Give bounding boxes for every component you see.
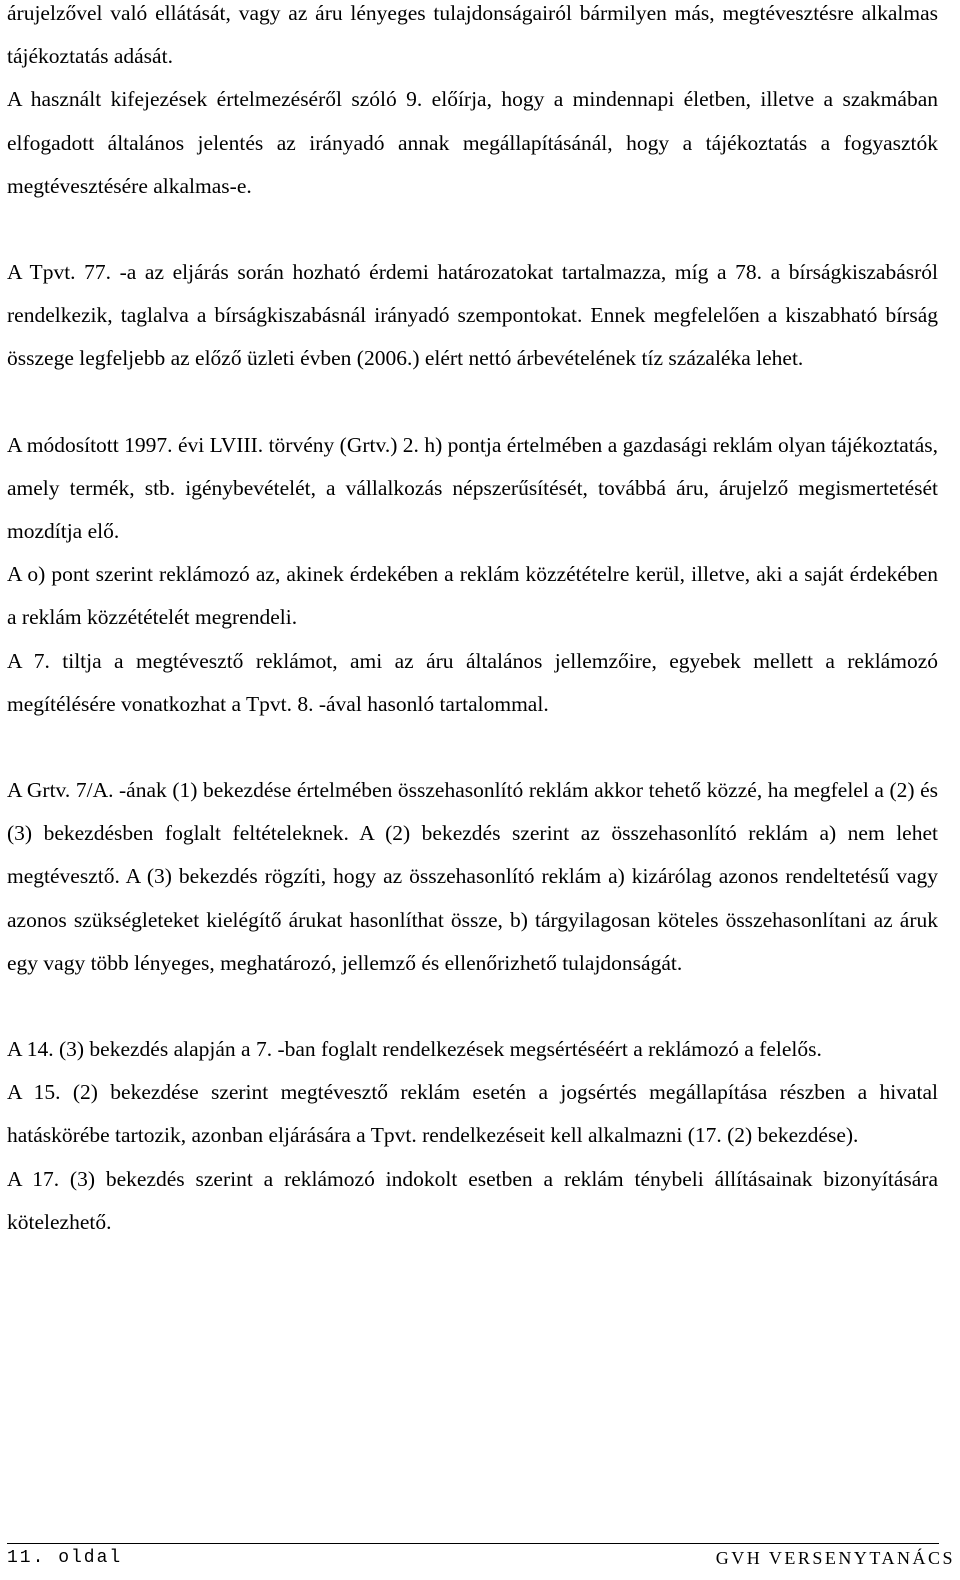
paragraph-10: A 17. (3) bekezdés szerint a reklámozó indokolt esetben a reklám ténybeli állításainak bizonyítására kötelezhető. <box>7 1166 938 1234</box>
paragraph-8: A 14. (3) bekezdés alapján a 7. -ban foglalt rendelkezések megsértéséért a reklámozó a felelős. <box>7 1037 822 1062</box>
paragraph-9: A 15. (2) bekezdése szerint megtévesztő reklám esetén a jogsértés megállapítása részben a hivatal hatáskörébe tartozik, azonban eljárására a Tpvt. rendelkezéseit kell alkalmazni (17. (2) bekezdése). <box>7 1080 938 1148</box>
publisher-name: GVH VERSENYTANÁCS <box>715 1548 955 1568</box>
paragraph-7: A Grtv. 7/A. -ának (1) bekezdése értelmében összehasonlító reklám akkor tehető közzé, ha megfelel a (2) és (3) bekezdésben foglalt feltételeknek. A (2) bekezdés szerint az összehasonlító reklám a) nem lehet megtévesztő. A (3) bekezdés rögzíti, hogy az összehasonlító reklám a) kizárólag azonos rendeltetésű vagy azonos szükségleteket kielégítő árukat hasonlíthat össze, b) tárgyilagosan köteles összehasonlítani az áruk egy vagy több lényeges, meghatározó, jellemző és ellenőrizhető tulajdonságát. <box>7 778 938 975</box>
paragraph-4: A módosított 1997. évi LVIII. törvény (Grtv.) 2. h) pontja értelmében a gazdasági reklám olyan tájékoztatás, amely termék, stb. igénybevételét, a vállalkozás népszerűsítését, továbbá áru, árujelző megismertetését mozdítja elő. <box>7 432 938 544</box>
paragraph-1: árujelzővel való ellátását, vagy az áru lényeges tulajdonságairól bármilyen más, megtévesztésre alkalmas tájékoztatás adását. <box>7 1 938 69</box>
paragraph-2: A használt kifejezések értelmezéséről szóló 9. előírja, hogy a mindennapi életben, illetve a szakmában elfogadott általános jelentés az irányadó annak megállapításánál, hogy a tájékoztatás a fogyasztók megtévesztésére alkalmas-e. <box>7 87 938 198</box>
paragraph-6: A 7. tiltja a megtévesztő reklámot, ami az áru általános jellemzőire, egyebek mellett a reklámozó megítélésére vonatkozhat a Tpvt. 8. -ával hasonló tartalommal. <box>7 648 938 716</box>
paragraph-5: A o) pont szerint reklámozó az, akinek érdekében a reklám közzétételre kerül, illetve, aki a saját érdekében a reklám közzétételét megrendeli. <box>7 562 938 630</box>
page-number: 11. oldal <box>7 1548 123 1568</box>
paragraph-3: A Tpvt. 77. -a az eljárás során hozható érdemi határozatokat tartalmazza, míg a 78. a bírságkiszabásról rendelkezik, taglalva a bírságkiszabásnál irányadó szempontokat. Ennek megfelelően a kiszabható bírság összege legfeljebb az előző üzleti évben (2006.) elért nettó árbevételének tíz százaléka lehet. <box>7 260 938 371</box>
document-body <box>7 0 938 1244</box>
footer-divider <box>7 1543 939 1544</box>
